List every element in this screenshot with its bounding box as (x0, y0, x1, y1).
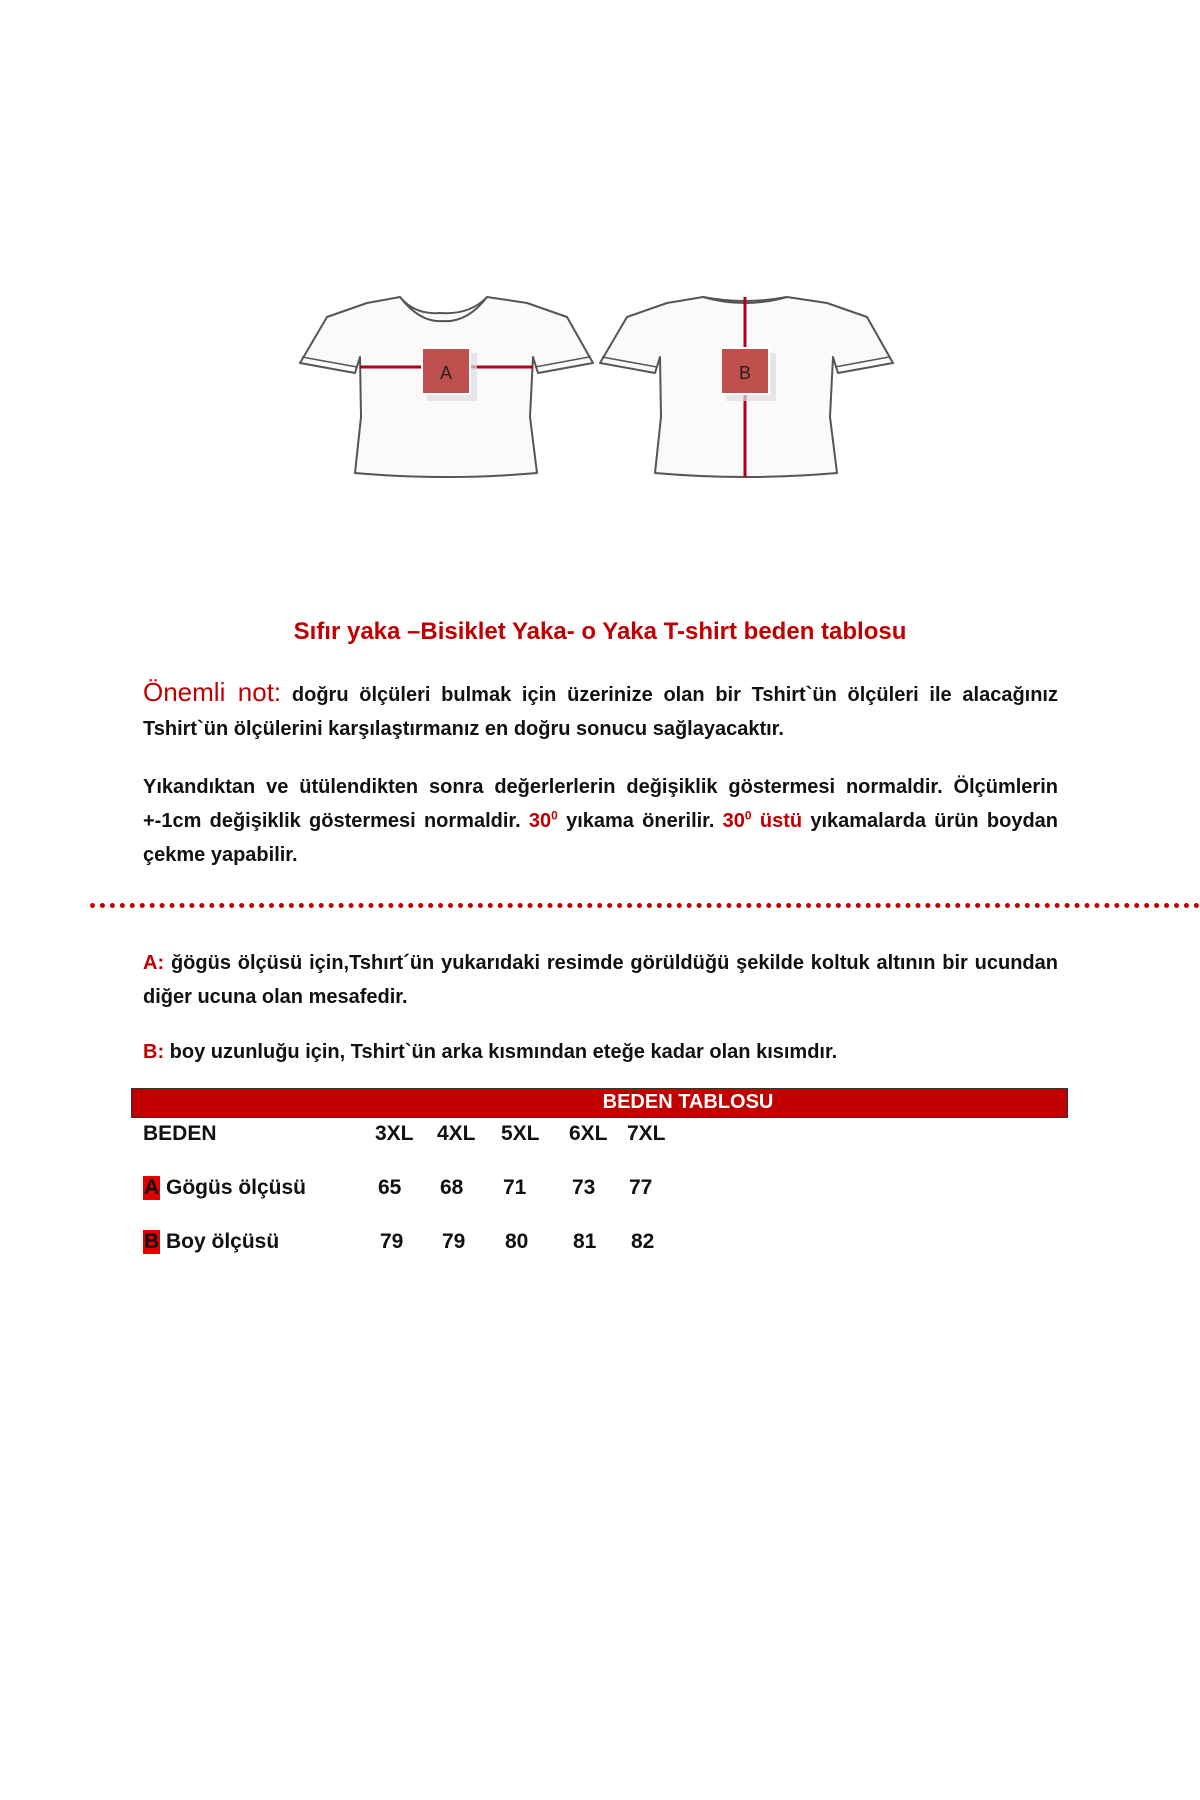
length-value-6xl: 81 (573, 1230, 597, 1253)
definition-a-text: ğögüs ölçüsü için,Tshırt´ün yukarıdaki resimde görüldüğü şekilde koltuk altının bir ucundan diğer ucuna olan mesafedir. (143, 952, 1058, 1008)
wash-temp-2 (723, 810, 752, 832)
size-col-4xl: 4XL (437, 1122, 476, 1145)
definition-b (143, 1035, 1058, 1069)
size-row-chest (143, 1176, 306, 1200)
row-marker-a: A (144, 1176, 160, 1199)
length-value-4xl: 79 (442, 1230, 466, 1253)
wash-temp-1-degree: 0 (551, 808, 558, 823)
page-title: Sıfır yaka –Bisiklet Yaka- o Yaka T-shirt beden tablosu (293, 618, 907, 645)
wash-note-text-1: Yıkandıktan ve ütülendikten sonra değerlerlerin değişiklik göstermesi normaldir. Ölçümlerin +-1cm değişiklik göstermesi normaldir. (143, 776, 1058, 832)
wash-note (143, 770, 1058, 872)
wash-temp-1-value: 30 (528, 810, 552, 832)
wash-over-label: üstü (759, 810, 803, 832)
wash-note-text-2: yıkama önerilir. (566, 810, 715, 832)
size-table-title: BEDEN TABLOSU (602, 1091, 774, 1113)
marker-a-label: A (439, 363, 453, 383)
important-note-label: Önemli not: (143, 677, 282, 707)
size-col-6xl: 6XL (569, 1122, 608, 1145)
dotted-divider (90, 903, 1200, 908)
size-col-5xl: 5XL (501, 1122, 540, 1145)
marker-b (721, 348, 776, 401)
chest-value-4xl: 68 (440, 1176, 464, 1199)
row-label-length: Boy ölçüsü (160, 1230, 280, 1253)
row-label-chest: Gögüs ölçüsü (160, 1176, 307, 1199)
size-col-3xl: 3XL (375, 1122, 414, 1145)
wash-temp-2-degree: 0 (744, 808, 752, 823)
definition-a (143, 946, 1058, 1014)
marker-a (422, 348, 477, 401)
wash-temp-1 (529, 810, 558, 832)
length-value-3xl: 79 (380, 1230, 404, 1253)
size-header-label: BEDEN (143, 1122, 217, 1145)
definition-b-label: B: (143, 1041, 165, 1063)
marker-b-label: B (738, 363, 752, 383)
chest-value-3xl: 65 (378, 1176, 402, 1199)
length-value-7xl: 82 (631, 1230, 655, 1253)
wash-note-text-3: yıkamalarda ürün boydan çekme yapabilir. (143, 810, 1058, 866)
length-value-5xl: 80 (505, 1230, 529, 1253)
definition-b-text: boy uzunluğu için, Tshirt`ün arka kısmından eteğe kadar olan kısımdır. (169, 1041, 838, 1063)
tshirt-measurement-illustration (275, 245, 925, 545)
size-row-length (143, 1230, 279, 1254)
chest-value-7xl: 77 (629, 1176, 653, 1199)
definition-a-label: A: (143, 952, 165, 974)
row-marker-b: B (144, 1230, 160, 1253)
chest-value-6xl: 73 (572, 1176, 596, 1199)
wash-temp-2-value: 30 (722, 810, 745, 832)
size-col-7xl: 7XL (627, 1122, 666, 1145)
important-note-text: doğru ölçüleri bulmak için üzerinize olan bir Tshirt`ün ölçüleri ile alacağınız Tshirt`ün ölçülerini karşılaştırmanız en doğru sonucu sağlayacaktır. (143, 684, 1058, 740)
important-note (143, 675, 1058, 746)
chest-value-5xl: 71 (503, 1176, 527, 1199)
